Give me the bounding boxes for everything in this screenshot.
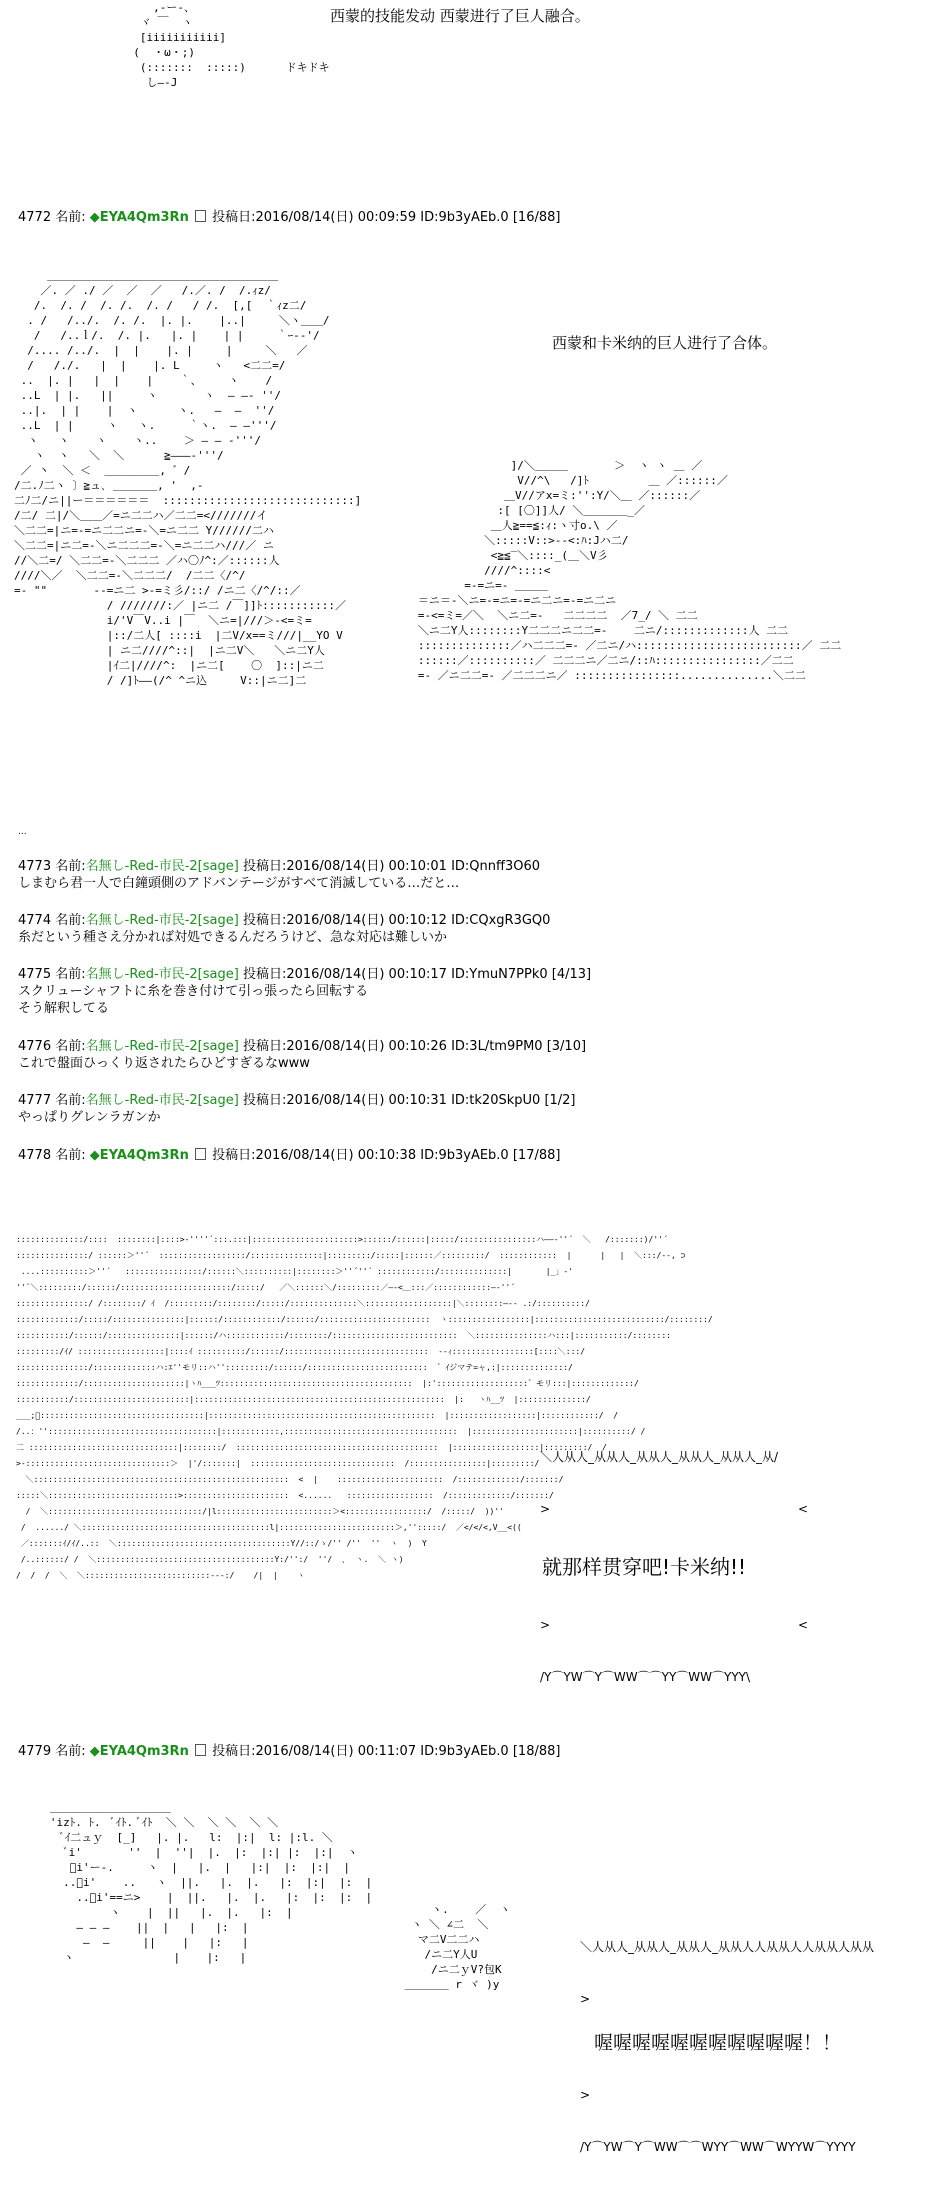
sage-tag: [sage] — [197, 1093, 239, 1108]
post-body-4773: しまむら君一人で白鐘頭側のアドバンテージがすべて消滅している…だと… — [18, 876, 460, 891]
post-count: [17/88] — [512, 1148, 561, 1163]
square-icon — [195, 210, 206, 222]
post-count: [1/2] — [544, 1093, 576, 1108]
post-header-4778 — [18, 1147, 560, 1164]
post-date: 2016/08/14(日) 00:10:17 — [286, 967, 447, 982]
post-number: 4774 — [18, 913, 52, 928]
post-body-4775-line-2: そう解釈してる — [18, 1001, 110, 1016]
poster-id[interactable]: ID:CQxgR3GQ0 — [451, 913, 551, 928]
shout-side-bottom: > — [580, 2088, 591, 2102]
post-date: 2016/08/14(日) 00:10:38 — [255, 1148, 417, 1163]
date-label: 投稿日: — [212, 1148, 256, 1163]
post-number: 4775 — [18, 967, 52, 982]
shout-side-bottom — [540, 1618, 808, 1632]
poster-name[interactable]: ◆EYA4Qm3Rn — [89, 1744, 189, 1759]
shout-top-edge: ＼人从人_从从人_从从人_从从人人从从人人从从人从从 — [580, 1940, 875, 1954]
date-label: 投稿日: — [242, 1093, 287, 1108]
poster-id[interactable]: ID:Qnnff3O60 — [451, 859, 541, 874]
post-number: 4778 — [18, 1148, 52, 1163]
name-label: 名前: — [55, 913, 86, 928]
name-label: 名前: — [55, 1039, 86, 1054]
post-header-4774 — [18, 912, 550, 929]
post-date: 2016/08/14(日) 00:10:31 — [286, 1093, 447, 1108]
date-label: 投稿日: — [242, 859, 287, 874]
shout-text: 喔喔喔喔喔喔喔喔喔喔喔！！ — [594, 2032, 842, 2054]
poster-id[interactable]: ID:YmuN7PPk0 — [451, 967, 548, 982]
post-date: 2016/08/14(日) 00:11:07 — [255, 1744, 417, 1759]
poster-id[interactable]: ID:tk20SkpU0 — [451, 1093, 541, 1108]
poster-name[interactable]: 名無し-Red-市民-2 — [85, 1093, 198, 1108]
date-label: 投稿日: — [212, 1744, 256, 1759]
sage-tag: [sage] — [197, 859, 239, 874]
poster-id[interactable]: ID:3L/tm9PM0 — [451, 1039, 543, 1054]
post-count: [4/13] — [551, 967, 592, 982]
post-header-4777 — [18, 1092, 576, 1109]
post-number: 4779 — [18, 1744, 52, 1759]
shout-bubble-4779 — [580, 1902, 949, 2192]
shout-right-mark: < — [797, 1618, 808, 1632]
post-body-4775-line-1: スクリューシャフトに糸を巻き付けて引っ張ったら回転する — [18, 984, 369, 999]
post-header-4779 — [18, 1743, 560, 1760]
post-count: [18/88] — [512, 1744, 561, 1759]
poster-name[interactable]: ◆EYA4Qm3Rn — [89, 1148, 189, 1163]
post-4772-narration: 西蒙和卡米纳的巨人进行了合体。 — [552, 334, 778, 352]
date-label: 投稿日: — [242, 913, 287, 928]
post-header-4772 — [18, 209, 560, 226]
name-label: 名前: — [55, 210, 86, 225]
sage-tag: [sage] — [197, 1039, 239, 1054]
post-date: 2016/08/14(日) 00:10:01 — [286, 859, 447, 874]
square-icon — [195, 1744, 206, 1756]
post-date: 2016/08/14(日) 00:10:26 — [286, 1039, 447, 1054]
poster-name[interactable]: 名無し-Red-市民-2 — [85, 859, 198, 874]
post-number: 4772 — [18, 210, 52, 225]
poster-name[interactable]: ◆EYA4Qm3Rn — [89, 210, 189, 225]
name-label: 名前: — [55, 859, 86, 874]
poster-name[interactable]: 名無し-Red-市民-2 — [85, 1039, 198, 1054]
shout-bottom-edge: /Y⌒YW⌒Y⌒WW⌒⌒WYY⌒WW⌒WYYW⌒YYYY — [580, 2140, 856, 2154]
sage-tag: [sage] — [197, 967, 239, 982]
post-header-4773 — [18, 858, 540, 875]
square-icon — [195, 1148, 206, 1160]
top-narration: 西蒙的技能发动 西蒙进行了巨人融合。 — [330, 7, 590, 25]
post-header-4775 — [18, 966, 591, 983]
top-ascii-art: ,-ー-、 ヾ ￣ ヽ [iiiiiiiiiii] ( ・ω・;) (::::::: :::::) ドキドキ し―-J — [133, 1, 330, 89]
shout-top-edge: ＼人从人_从从人_从从人_从从人_从从人_从/ — [540, 1450, 779, 1464]
separator-dots: ... — [18, 827, 27, 837]
post-date: 2016/08/14(日) 00:10:12 — [286, 913, 447, 928]
shout-side-top — [540, 1502, 808, 1516]
post-4772-ascii-art: ＿＿＿＿＿＿＿＿＿＿＿＿＿＿＿＿＿＿＿＿＿ ／. ／ ./ ／ ／ ／ /.／. / /.ｨz/ /. /. / /. /. /. / / /. [,[ ｀ｨz二/ . / /../. /. /. |. |. |..| ＼ヽ＿＿/ / /..ｌ/. /. |. |. | | | ｀ｰ--'/ /.... /../. | | |. | | ＼ ／ / /./. | | |. L ヽ <二二=/ .. |. | | | | ｀、 ヽ / ..L | |. || ヽ ヽ ― ―‐ ''/ ..|. | | | ヽ ヽ. ― ― ''/ ..L | | ヽ ヽ. ｀ヽ. ― ―'''/ ヽ ヽ ヽ ヽ.. ＞ ― ― ‐'''/ ヽ ヽ ＼ ＼ ≧―――‐'''/ ／ 丶 ＼ ＜ ＿＿＿＿＿, ゛/ /二.ﾉ二ヽ 〕≧ュ､ ＿＿＿＿, ' ,- 二ﾉ二/ニ||ー＝＝＝＝＝＝ :::::::::::::::::::::::::::::] /二/ 二|/＼＿＿／=ニ二二ハ／二二=<///////イ ＼二二=|ニ=-=ニ二二ニ=-＼=ニ二二 Y//////二ハ ＼二二=|ニ二=-＼ニ二二二=-＼=ニ二二ハ///／ ニ //＼二=/ ＼二二=-＼二二二 ／ハ〇ﾉ^:／::::::人 ////＼／ ＼二二=-＼二二二/ /二二〈/^/ =- "" --=ニ二 >-=ミ彡/::/ /ニ二〈/^/::／ / ///////:／ |ニ二 /￣]]ﾄ:::::::::::／ i/'V￣V..i |￣ ＼ニ=|///＞-<=ミ= |::/二人[ ::::i |二V/x==ミ///|__YO V | ニ二////^::| |ニ二V＼ ＼ニ二Y人 |ｲ二|////^: |ニ二[ 〇 ]::|ニ二 / /]ﾄ――(/^ ^ニ込 V::|ニ二]二 — [14, 269, 362, 687]
post-4779-ascii-art: ＿＿＿＿＿＿＿＿＿＿＿ 'izﾄ. ﾄ. ﾞｲﾄ. ﾞｲﾄ ＼ ＼ ＼ ＼ ＼ ＼ ﾞｲ二ュｙ [_] |. |. l: |:| l: |:l. ＼ ﾞi' '' | ''| |. |: |:| |: |:| ヽ ﾞi'ー-. ヽ | |. | |:| |: |:| | ..ﾞi' .. ヽ ||. |. |. |: |:| |: | ..ﾞi'==ニ> | ||. |. |. |: |: |: | ヽ | || |. |. |: | ― ― ― || | | |: | ― ― || | |: | ヽ | |: | — [49, 1801, 373, 1964]
post-body-4774: 糸だという種さえ分かれば対処できるんだろうけど、急な対応は難しいか — [18, 930, 448, 945]
post-count: [3/10] — [546, 1039, 587, 1054]
post-header-4776 — [18, 1038, 586, 1055]
poster-name[interactable]: 名無し-Red-市民-2 — [85, 913, 198, 928]
poster-id[interactable]: ID:9b3yAEb.0 — [420, 210, 509, 225]
post-number: 4773 — [18, 859, 52, 874]
poster-id[interactable]: ID:9b3yAEb.0 — [420, 1148, 509, 1163]
date-label: 投稿日: — [242, 967, 287, 982]
post-4779-ascii-art-right: ヽ. ／ ヽ ヽ ＼ ∠二 ＼ マ二V二二ハ /ニ二Y人U /ニ二ｙV?包K ＿＿＿＿ r ヾ )y — [404, 1903, 511, 1991]
name-label: 名前: — [55, 1093, 86, 1108]
post-number: 4776 — [18, 1039, 52, 1054]
name-label: 名前: — [55, 1148, 86, 1163]
name-label: 名前: — [55, 967, 86, 982]
post-4778-ascii-art: ::::::::::::::/:::: ::::::::|::::>-''''´:::.:::|::::::::::::::::::::::>::::::/::::::|:::::/::::::::::::::::ハ――‐''´ ＼ /:::::::)/''´ :::::::::::::::/ ::::::＞''´ ::::::::::::::::::/:::::::::::::::|:::::::::/:::::|::::::／:::::::::/ :::::::::::: | | | ＼:::/-‐, ⊃ ....::::::::::＞''´ ::::::::::::::::/::::::＼::::::::::|::::::::＞''´''´ ::::::::::::/::::::::::::::| |_」‐' ''¨＼:::::::::/::::::/:::::::::::::::::::::::/:::::/ ／＼::::::＼/:::::::::／―‐<＿:::／::::::::::::―‐''´ :::::::::::::::/ /::::::::/ ｲ /:::::::::/::::::::/:::::/::::::::::::::＼::::::::::::::::::|＼::::::::―‐- .:/::::::::::/ :::::::::::::/:::::/:::::::::::::::|::::::/::::::::::::/::::::/::::::::::::::::::::::: ヽ:::::::::::::::::|:::::::::::::::::::::::::::/::::::::/ :::::::::::/::::::/:::::::::::::::|::::::/ハ::::::::::::/::::::::/:::::::::::::::::::::::::: ＼:::::::::::::::ハ:::|:::::::::::/:::::::: :::::::::/ｲ/ ::::::::::::::::::|::::ｲ ::::::::::/::::::/:::::::::::::::::::::::::::::: ‐-ｨ:::::::::::::::::[::::＼:::/ :::::::::::::::/:::::::::::::ハ:ｴ''モリ::ハ'':::::::::/::::::/::::::::::::::::::::::::: ゛ｲジマテ=ャ,:|::::::::::::::/ :::::::::::::/:::::::::::::::::::::|ヽﾊ___ﾂ:::::::::::::::::::::::::::::::::::::::: |:':::::::::::::::::::゛モリ:::|:::::::::::::/ :::::::::::/::::::::::::::::::::::::|:::::::::::::::::::::::::::::::::::::::::::::::::::: |: ヽﾊ__ﾂ |::::::::::::::/ ___;ﾞ::::::::::::::::::::::::::::::::::|::::::::::::::::::::::::::::::::::::::::::::::: |::::::::::::::::::|::::::::::::/ / /..：'':::::::::::::::::::::::::::::::::::|::::::::::::,:::::::::::::::::::::::::::::::::::: |::::::::::::::::::::::|::::::::::/ / 二 :::::::::::::::::::::::::::::::|::::::::/ :::::::::::::::::::::::::::::::::::::::::: |::::::::::::::::::|:::::::::/ / >-::::::::::::::::::::::::::::::＞ |'/:::::::| :::::::::::::::::::::::::::::: /::::::::::::::::|:::::::::/ ＼::::::::::::::::::::::::::::::::::::::::::::::::::::: < | :::::::::::::::::::::: /:::::::::::::/:::::::/ :::::＼:::::::::::::::::::::::::::>:::::::::::::::::::::: <...... :::::::::::::::::: /:::::::::::::/:::::::/ / ＼::::::::::::::::::::::::::::::::/|l::::::::::::::::::::::::＞<:::::::::::::::::/ /:::::/ ))'' / ....../ ＼:::::::::::::::::::::::::::::::::::::::l|::::::::::::::::::::::::＞,'':::::/ ／</</<,V__<(( ／:::::::ｲ/ｲ/..:: ＼::::::::::::::::::::::::::::::::::::Y//::/ゝ/'' /'' '' ヽ ) Y /..::::::/ / ＼:::::::::::::::::::::::::::::::::::::Y:/'':/ ''/ ､ ヽ. ＼ ヽ) / / / ＼ ＼::::::::::::::::::::::::::---:/ /| | ヽ — [16, 1235, 713, 1580]
shout-bottom-edge: /Y⌒YW⌒Y⌒WW⌒⌒YY⌒WW⌒YYY\ — [540, 1670, 751, 1684]
name-label: 名前: — [55, 1744, 86, 1759]
post-number: 4777 — [18, 1093, 52, 1108]
post-count: [16/88] — [512, 210, 561, 225]
date-label: 投稿日: — [242, 1039, 287, 1054]
shout-left-mark: > — [540, 1618, 551, 1632]
post-date: 2016/08/14(日) 00:09:59 — [255, 210, 417, 225]
sage-tag: [sage] — [197, 913, 239, 928]
poster-name[interactable]: 名無し-Red-市民-2 — [85, 967, 198, 982]
post-4772-ascii-art-right: ]/＼＿＿＿ ＞ ヽ ヽ ＿ ／ V//^\ /]ﾄ ＿ ／::::::／ ＿V//アx=ミ:'':Y/＼＿ ／::::::／ :[ [〇]]人/ ＼＿＿＿＿_／ ＿人≧==≦:ｨ:ヽ寸o.\ ／ ＼:::::V::>--<:ﾊ:Jハ二/ <≧≦‾＼::::_(＿＼V彡 ////^::::< =-=ニ=- ＿＿＿ ＝ニ＝-＼ニ=-=ニ=-=ニ二ニ=-=ニ二ニ =-<=ミ=／＼ ＼ニ二=- 二二二二 ／7_/ ＼ 二二 ＼ニ二Y人::::::::Y二二二ニ二二=- 二ニ/:::::::::::::人 二二 ::::::::::::::／ハ二二二=- ／二ニ/ハ:::::::::::::::::::::::::／ 二二 ::::::／::::::::::／ 二二二ニ／二ニ/::ﾊ::::::::::::::::／二二 =- ／ニ二二=- ／二二二ニ／ ::::::::::::::::..............＼二二 — [417, 459, 842, 682]
shout-bubble-4778 — [540, 1412, 820, 1722]
poster-id[interactable]: ID:9b3yAEb.0 — [420, 1744, 509, 1759]
post-body-4776: これで盤面ひっくり返されたらひどすぎるなwww — [18, 1056, 310, 1071]
shout-side-top: > — [580, 1992, 591, 2006]
date-label: 投稿日: — [212, 210, 256, 225]
shout-left-mark: > — [540, 1502, 551, 1516]
shout-right-mark: < — [797, 1502, 808, 1516]
shout-text: 就那样贯穿吧!卡米纳!! — [542, 1555, 747, 1579]
post-body-4777: やっぱりグレンラガンか — [18, 1110, 161, 1125]
